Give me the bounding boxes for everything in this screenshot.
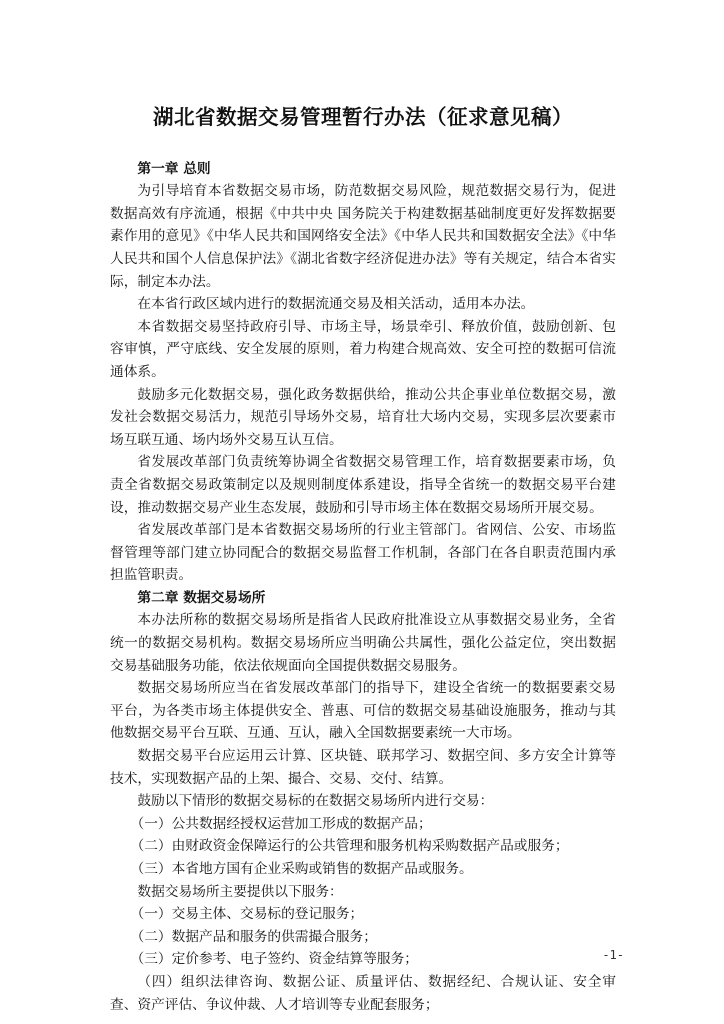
list-1-item-2: （二）由财政资金保障运行的公共管理和服务机构采购数据产品或服务； bbox=[130, 838, 569, 855]
chapter-2-paragraph-3: 数据交易平台应运用云计算、区块链、联邦学习、数据空间、多方安全计算等技术，实现数据产品的上架、撮合、交易、交付、结算。 bbox=[110, 748, 616, 787]
chapter-1-paragraph-4: 鼓励多元化数据交易，强化政务数据供给，推动公共企事业单位数据交易，激发社会数据交易活力，规范引导场外交易，培育壮大场内交易，实现多层次要素市场互联互通、场内场外交易互认互信。 bbox=[110, 386, 616, 448]
chapter-1-paragraph-1: 为引导培育本省数据交易市场，防范数据交易风险，规范数据交易行为，促进数据高效有序流通，根据《中共中央 国务院关于构建数据基础制度更好发挥数据要素作用的意见》《中华人民共和国网络安全法》《中华人民共和国数据安全法》《中华人民共和国个人信息保护法》《湖北省数字经济促进办法》等有关规定，结合本省实际，制定本办法。 bbox=[110, 183, 616, 290]
page-number: -1- bbox=[602, 948, 624, 962]
chapter-2-paragraph-2: 数据交易场所应当在省发展改革部门的指导下，建设全省统一的数据要素交易平台，为各类市场主体提供安全、普惠、可信的数据交易基础设施服务，推动与其他数据交易平台互联、互通、互认，融入全国数据要素统一大市场。 bbox=[110, 680, 616, 742]
chapter-2-last-paragraph: （四）组织法律咨询、数据公证、质量评估、数据经纪、合规认证、安全审查、资产评估、争议仲裁、人才培训等专业配套服务； bbox=[110, 973, 616, 1013]
list-2-item-2: （二）数据产品和服务的供需撮合服务； bbox=[130, 928, 377, 945]
chapter-2-paragraph-1: 本办法所称的数据交易场所是指省人民政府批准设立从事数据交易业务，全省统一的数据交易机构。数据交易场所应当明确公共属性，强化公益定位，突出数据交易基础服务功能，依法依规面向全国提供数据交易服务。 bbox=[110, 612, 616, 674]
list-2-item-1: （一）交易主体、交易标的登记服务； bbox=[130, 906, 364, 923]
chapter-1-paragraph-2: 在本省行政区域内进行的数据流通交易及相关活动，适用本办法。 bbox=[137, 296, 535, 313]
list-2-item-3: （三）定价参考、电子签约、资金结算等服务； bbox=[130, 951, 418, 968]
chapter-2-services-intro: 数据交易场所主要提供以下服务： bbox=[137, 883, 343, 900]
chapter-1-paragraph-5: 省发展改革部门负责统筹协调全省数据交易管理工作，培育数据要素市场，负责全省数据交易政策制定以及规则制度体系建设，指导全省统一的数据交易平台建设，推动数据交易产业生态发展，鼓励和引导市场主体在数据交易场所开展交易。 bbox=[110, 454, 616, 516]
list-1-item-1: （一）公共数据经授权运营加工形成的数据产品； bbox=[130, 815, 432, 832]
chapter-1-paragraph-6: 省发展改革部门是本省数据交易场所的行业主管部门。省网信、公安、市场监督管理等部门建立协同配合的数据交易监督工作机制，各部门在各自职责范围内承担监管职责。 bbox=[110, 522, 616, 584]
document-page bbox=[110, 106, 616, 1016]
chapter-1-paragraph-3: 本省数据交易坚持政府引导、市场主导，场景牵引、释放价值，鼓励创新、包容审慎，严守底线、安全发展的原则，着力构建合规高效、安全可控的数据可信流通体系。 bbox=[110, 318, 616, 380]
chapter-2-paragraph-4: 鼓励以下情形的数据交易标的在数据交易场所内进行交易： bbox=[137, 793, 494, 810]
document-title: 湖北省数据交易管理暂行办法（征求意见稿） bbox=[153, 105, 573, 129]
chapter-1-heading: 第一章 总则 bbox=[137, 160, 211, 177]
chapter-2-heading: 第二章 数据交易场所 bbox=[137, 589, 266, 606]
list-1-item-3: （三）本省地方国有企业采购或销售的数据产品或服务。 bbox=[130, 861, 473, 877]
